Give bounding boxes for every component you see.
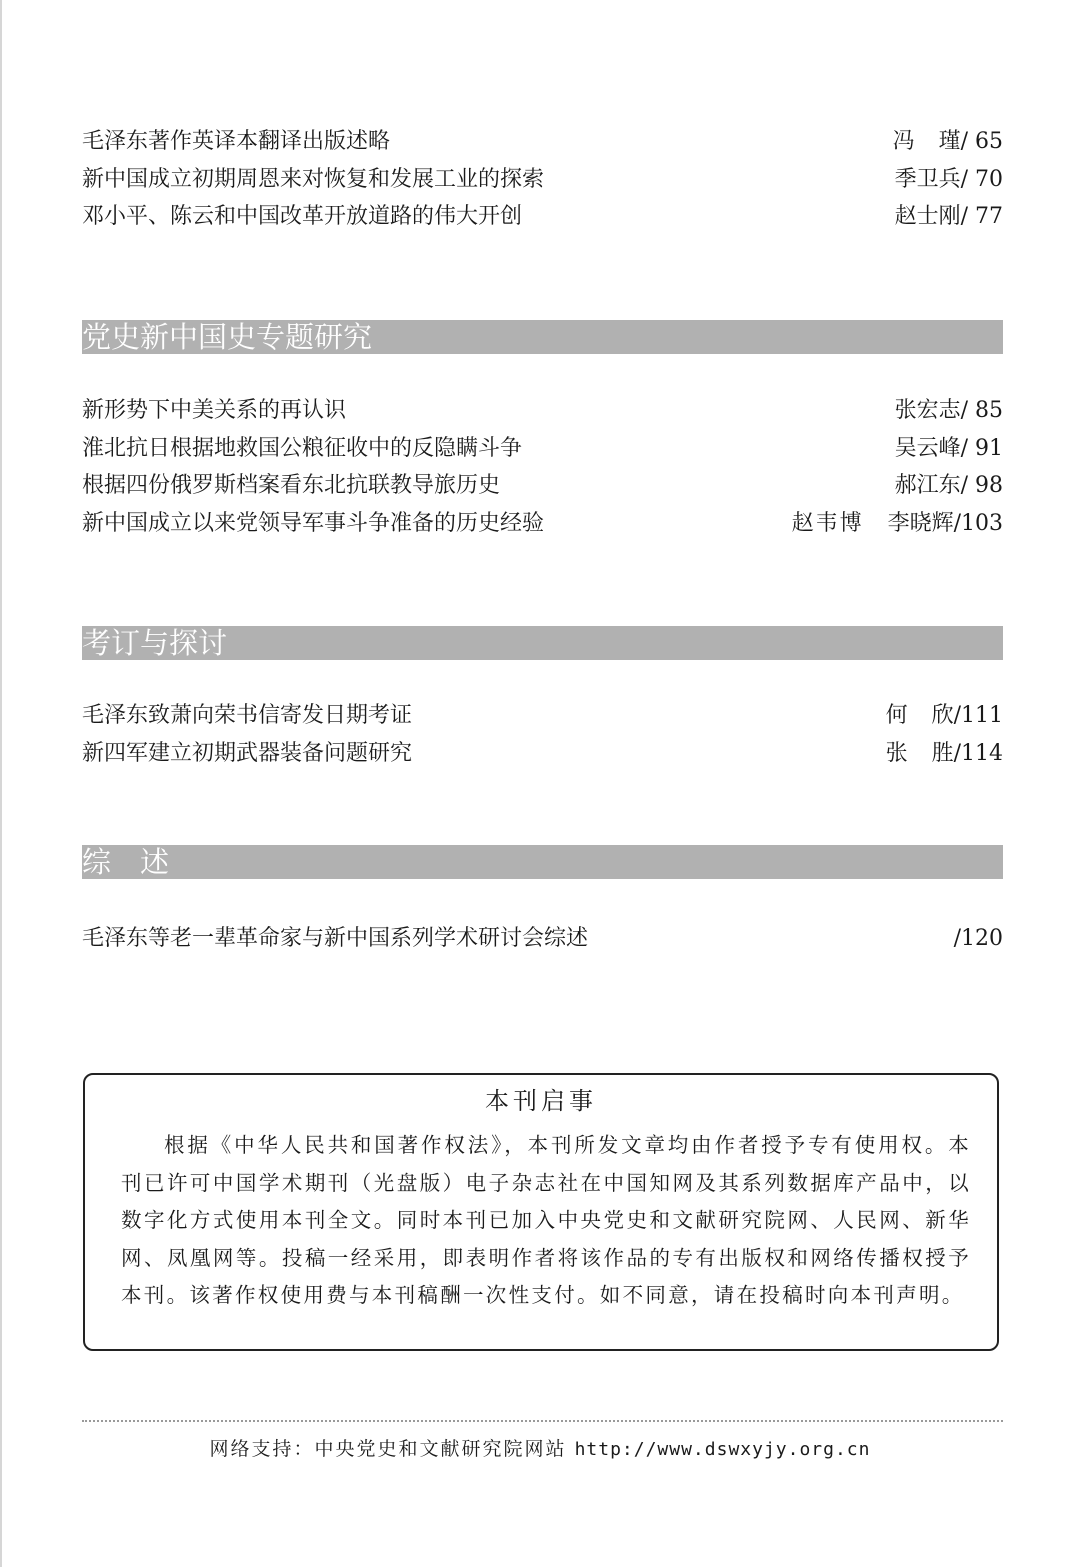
article-author: 李晓辉 [887,511,954,536]
article-page: /103 [953,511,1003,536]
article-title: 根据四份俄罗斯档案看东北抗联教导旅历史 [82,473,501,498]
article-title: 邓小平、陈云和中国改革开放道路的伟大开创 [82,204,523,229]
article-title: 新四军建立初期武器装备问题研究 [82,741,413,766]
article-author: 赵士刚 [894,204,961,229]
article-page: / 70 [960,167,1003,192]
article-author: 张 胜 [885,741,954,766]
section-heading [82,320,1003,354]
article-title: 毛泽东著作英译本翻译出版述略 [82,129,391,154]
notice-title: 本刊启事 [485,1087,597,1115]
article-author: 张宏志 [894,398,961,423]
toc-entry[interactable] [82,699,1003,733]
toc-entry[interactable] [82,469,1003,503]
article-title: 毛泽东等老一辈革命家与新中国系列学术研讨会综述 [82,926,589,951]
article-title: 毛泽东致萧向荣书信寄发日期考证 [82,703,413,728]
toc-entry[interactable] [82,737,1003,771]
section-heading-text: 考订与探讨 [82,626,228,660]
article-page: / 85 [960,398,1003,423]
article-title: 新中国成立初期周恩来对恢复和发展工业的探索 [82,167,545,192]
article-title: 新中国成立以来党领导军事斗争准备的历史经验 [82,511,545,536]
article-page: /111 [953,703,1003,728]
footer-label: 网络支持：中央党史和文献研究院网站 [209,1438,567,1460]
toc-entry[interactable] [82,125,1003,159]
article-page: / 91 [960,436,1003,461]
article-page: / 77 [960,204,1003,229]
article-title: 新形势下中美关系的再认识 [82,398,347,423]
toc-entry[interactable] [82,163,1003,197]
toc-entry[interactable] [82,394,1003,428]
page-left-edge [0,0,2,1567]
section-heading-text: 综 述 [82,845,170,879]
toc-entry[interactable] [82,200,1003,234]
section-heading [82,626,1003,660]
toc-entry[interactable] [82,507,1003,541]
article-author: 郝江东 [894,473,961,498]
section-heading [82,845,1003,879]
journal-notice-box [83,1073,999,1351]
section-heading-text: 党史新中国史专题研究 [82,320,373,354]
article-page: /114 [953,741,1003,766]
article-author: 冯 瑾 [892,129,961,154]
article-coauthor: 赵韦博 [791,511,864,536]
article-title: 淮北抗日根据地救国公粮征收中的反隐瞒斗争 [82,436,523,461]
footer-url[interactable]: http://www.dswxyjy.org.cn [574,1439,871,1460]
article-author: 季卫兵 [894,167,961,192]
article-author: 何 欣 [885,703,954,728]
article-author: 吴云峰 [894,436,961,461]
notice-body: 根据《中华人民共和国著作权法》，本刊所发文章均由作者授予专有使用权。本刊已许可中国学术期刊（光盘版）电子杂志社在中国知网及其系列数据库产品中，以数字化方式使用本刊全文。同时本刊已加入中央党史和文献研究院网、人民网、新华网、凤凰网等。投稿一经采用，即表明作者将该作品的专有出版权和网络传播权授予本刊。该著作权使用费与本刊稿酬一次性支付。如不同意，请在投稿时向本刊声明。 [121,1133,971,1307]
toc-entry[interactable] [82,432,1003,466]
dotted-divider [82,1420,1003,1422]
article-page: /120 [953,926,1003,951]
article-page: / 65 [960,129,1003,154]
article-page: / 98 [960,473,1003,498]
toc-entry[interactable] [82,922,1003,956]
footer [0,1434,1080,1465]
